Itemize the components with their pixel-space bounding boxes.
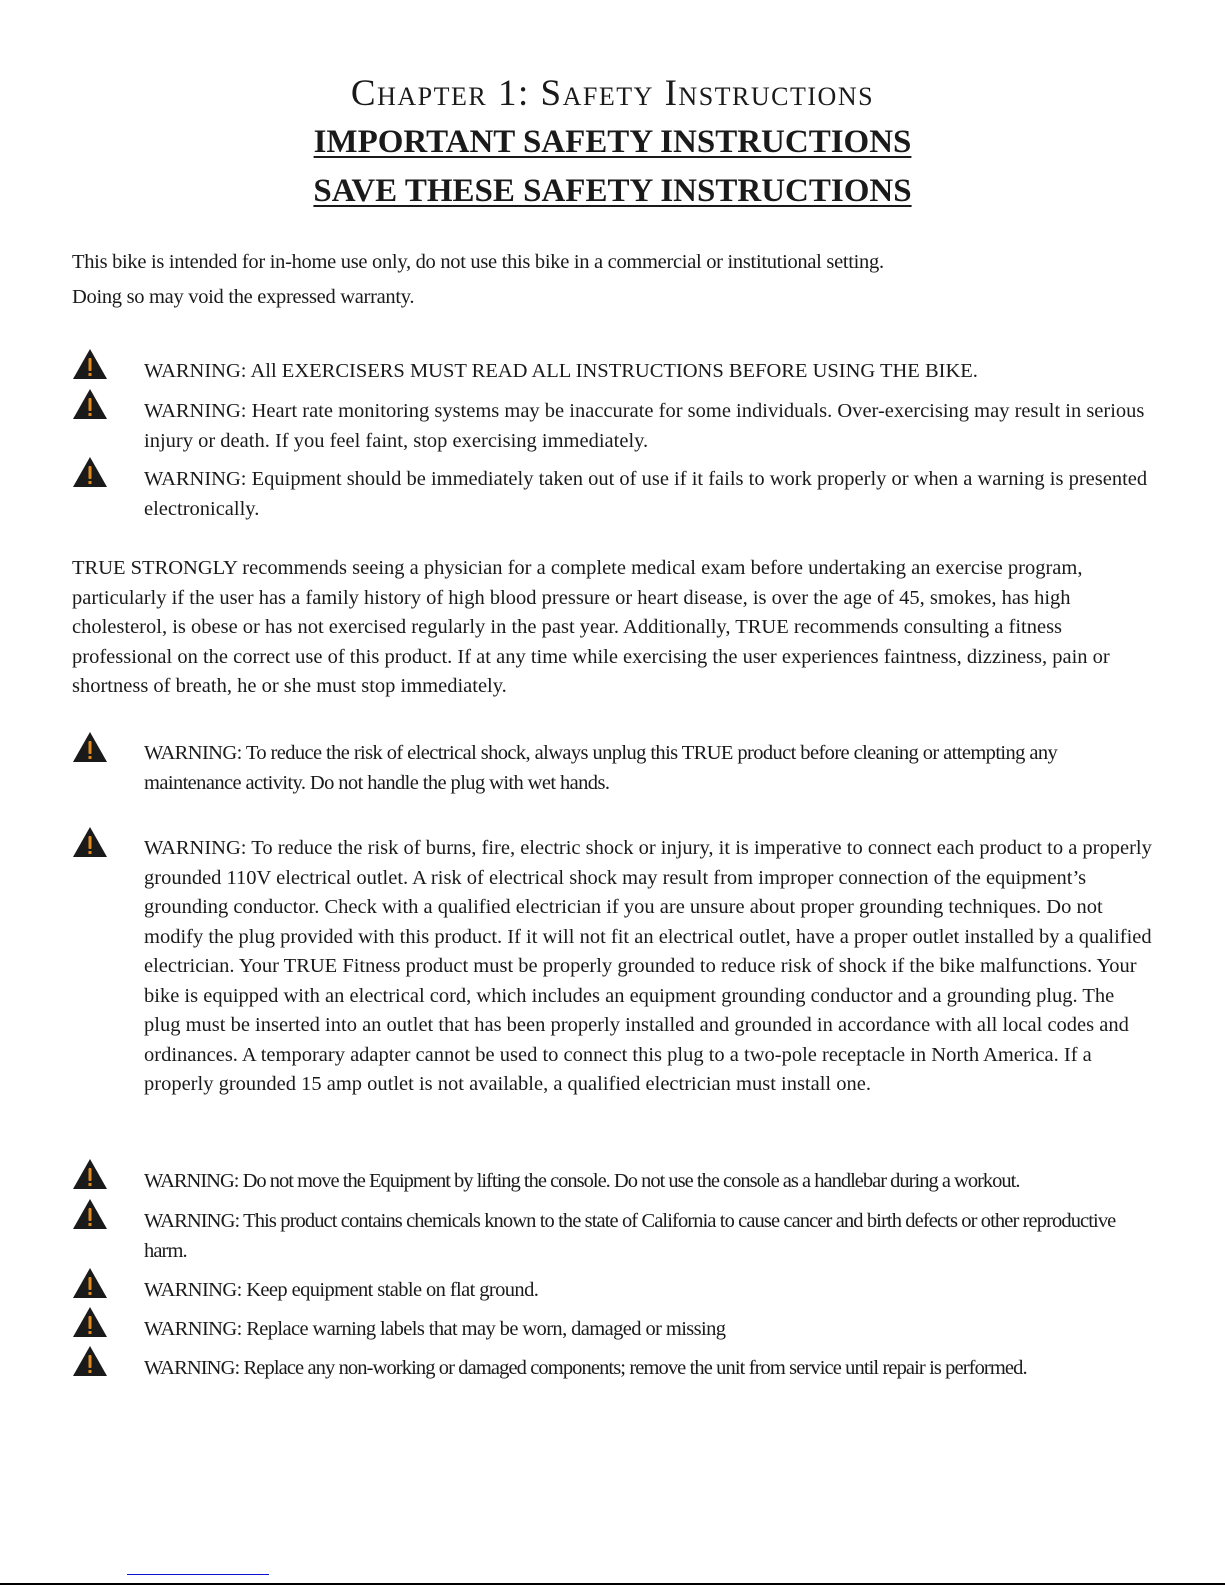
physician-recommendation: TRUE STRONGLY recommends seeing a physician for a complete medical exam before undertaking an exercise program, particularly if the user has a family history of high blood pressure or heart disease, is over the age of 45, smokes, has high cholesterol, is obese or has not exercised regularly in the past year. Additionally, TRUE recommends consulting a fitness professional on the correct use of this product. If at any time while exercising the user experiences faintness, dizziness, pain or shortness of breath, he or she must stop immediately. [72,557,1110,697]
warning-text: WARNING: Heart rate monitoring systems may be inaccurate for some individuals. Over-exercising may result in serious injury or death. If you feel faint, stop exercising immediately. [144,400,1145,452]
intro-paragraph [72,248,1152,312]
warning-item [72,731,1152,798]
warning-text: WARNING: To reduce the risk of electrical shock, always unplug this TRUE product before cleaning or attempting any maintenance activity. Do not handle the plug with wet hands. [144,742,1058,794]
warning-item [72,1345,1152,1384]
warning-item [72,348,1152,387]
save-instructions-heading: SAVE THESE SAFETY INSTRUCTIONS [313,173,912,209]
warning-triangle-icon [72,1345,108,1377]
warning-text: WARNING: Do not move the Equipment by lifting the console. Do not use the console as a handlebar during a workout. [144,1170,1020,1192]
warning-triangle-icon [72,1198,108,1230]
warning-triangle-icon [72,826,108,858]
warning-triangle-icon [72,456,108,488]
link-underline [127,1574,269,1575]
warning-item [72,388,1152,456]
warning-text: WARNING: Replace any non-working or damaged components; remove the unit from service until repair is performed. [144,1357,1027,1379]
warning-text: WARNING: All EXERCISERS MUST READ ALL INSTRUCTIONS BEFORE USING THE BIKE. [144,360,978,382]
intro-line-1: This bike is intended for in-home use only, do not use this bike in a commercial or institutional setting. [72,251,884,273]
warning-text: WARNING: To reduce the risk of burns, fire, electric shock or injury, it is imperative to connect each product to a properly grounded 110V electrical outlet. A risk of electrical shock may result from improper connection of the equipment’s grounding conductor. Check with a qualified electrician if you are unsure about proper grounding techniques. Do not modify the plug provided with this product. If it will not fit an electrical outlet, have a proper outlet installed by a qualified electrician. Your TRUE Fitness product must be properly grounded to reduce risk of shock if the bike malfunctions. Your bike is equipped with an electrical cord, which includes an equipment grounding conductor and a grounding plug. The plug must be inserted into an outlet that has been properly installed and grounded in accordance with all local codes and ordinances. A temporary adapter cannot be used to connect this plug to a two-pole receptacle in North America. If a properly grounded 15 amp outlet is not available, a qualified electrician must install one. [144,837,1152,1095]
warning-item [72,1267,1152,1306]
intro-line-2: Doing so may void the expressed warranty. [72,285,415,308]
warning-triangle-icon [72,1158,108,1190]
warning-triangle-icon [72,731,108,763]
warning-text: WARNING: This product contains chemicals known to the state of California to cause cancer and birth defects or other reproductive harm. [144,1210,1116,1262]
warning-triangle-icon [72,1267,108,1299]
warning-text: WARNING: Keep equipment stable on flat ground. [144,1279,539,1301]
chapter-title: Chapter 1: Safety Instructions [350,73,875,114]
warning-triangle-icon [72,348,108,380]
important-safety-heading: IMPORTANT SAFETY INSTRUCTIONS [313,124,912,160]
warning-text: WARNING: Replace warning labels that may be worn, damaged or missing [144,1318,726,1340]
warning-item [72,456,1152,524]
warning-text: WARNING: Equipment should be immediately taken out of use if it fails to work properly or when a warning is presented electronically. [144,468,1148,520]
warning-item [72,1158,1152,1197]
warning-item [72,826,1152,1100]
warning-item [72,1306,1152,1345]
warning-triangle-icon [72,1306,108,1338]
warning-item [72,1198,1152,1266]
warning-triangle-icon [72,388,108,420]
